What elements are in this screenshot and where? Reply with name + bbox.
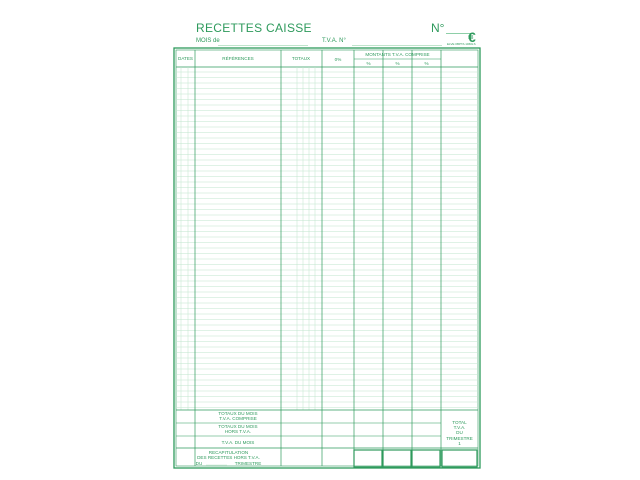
recap-total-box <box>383 450 411 467</box>
col-header-montants: MONTANTS T.V.A. COMPRISE <box>365 52 430 57</box>
col-header-totaux: TOTAUX <box>291 56 311 61</box>
form-title: RECETTES CAISSE <box>196 21 312 35</box>
label-recap-trimestre: TRIMESTRE <box>234 461 262 466</box>
label-total-3: DU <box>456 430 463 435</box>
label-recap-2: DES RECETTES HORS T.V.A. <box>197 455 260 460</box>
label-totaux-ht-2: HORS T.V.A. <box>224 429 252 434</box>
label-total-2: T.V.A. <box>453 425 466 430</box>
month-label: MOIS de <box>196 38 220 44</box>
label-total-4: TRIMESTRE <box>446 436 473 441</box>
col-header-pct-1: % <box>366 61 371 66</box>
recap-total-box <box>412 450 440 467</box>
euro-icon: € <box>468 29 476 45</box>
col-header-references: RÉFÉRENCES <box>222 56 254 61</box>
number-label: N° <box>431 21 445 35</box>
col-header-pct-2: % <box>395 61 400 66</box>
label-recap-1: RECAPITULATION <box>208 450 249 455</box>
label-total-5: 1 <box>458 441 461 446</box>
label-total-1: TOTAL <box>452 420 467 425</box>
recap-total-box <box>354 450 382 467</box>
col-header-dates: DATES <box>178 56 193 61</box>
label-totaux-ttc-1: TOTAUX DU MOIS <box>218 411 258 416</box>
ledger-frame <box>174 48 480 468</box>
form-code: ELVE 0BPTA 1060LS <box>447 42 476 46</box>
col-header-pct-3: % <box>424 61 429 66</box>
col-header-zero-pct: 0% <box>334 57 342 62</box>
label-recap-du: DU <box>195 461 203 466</box>
label-tva-mois: T.V.A. DU MOIS <box>221 440 255 445</box>
vat-number-label: T.V.A. N° <box>322 38 346 44</box>
label-totaux-ttc-2: T.V.A. COMPRISE <box>219 416 257 421</box>
label-totaux-ht-1: TOTAUX DU MOIS <box>218 424 258 429</box>
ledger-inner-frame <box>176 50 478 466</box>
recap-total-box <box>442 450 477 467</box>
